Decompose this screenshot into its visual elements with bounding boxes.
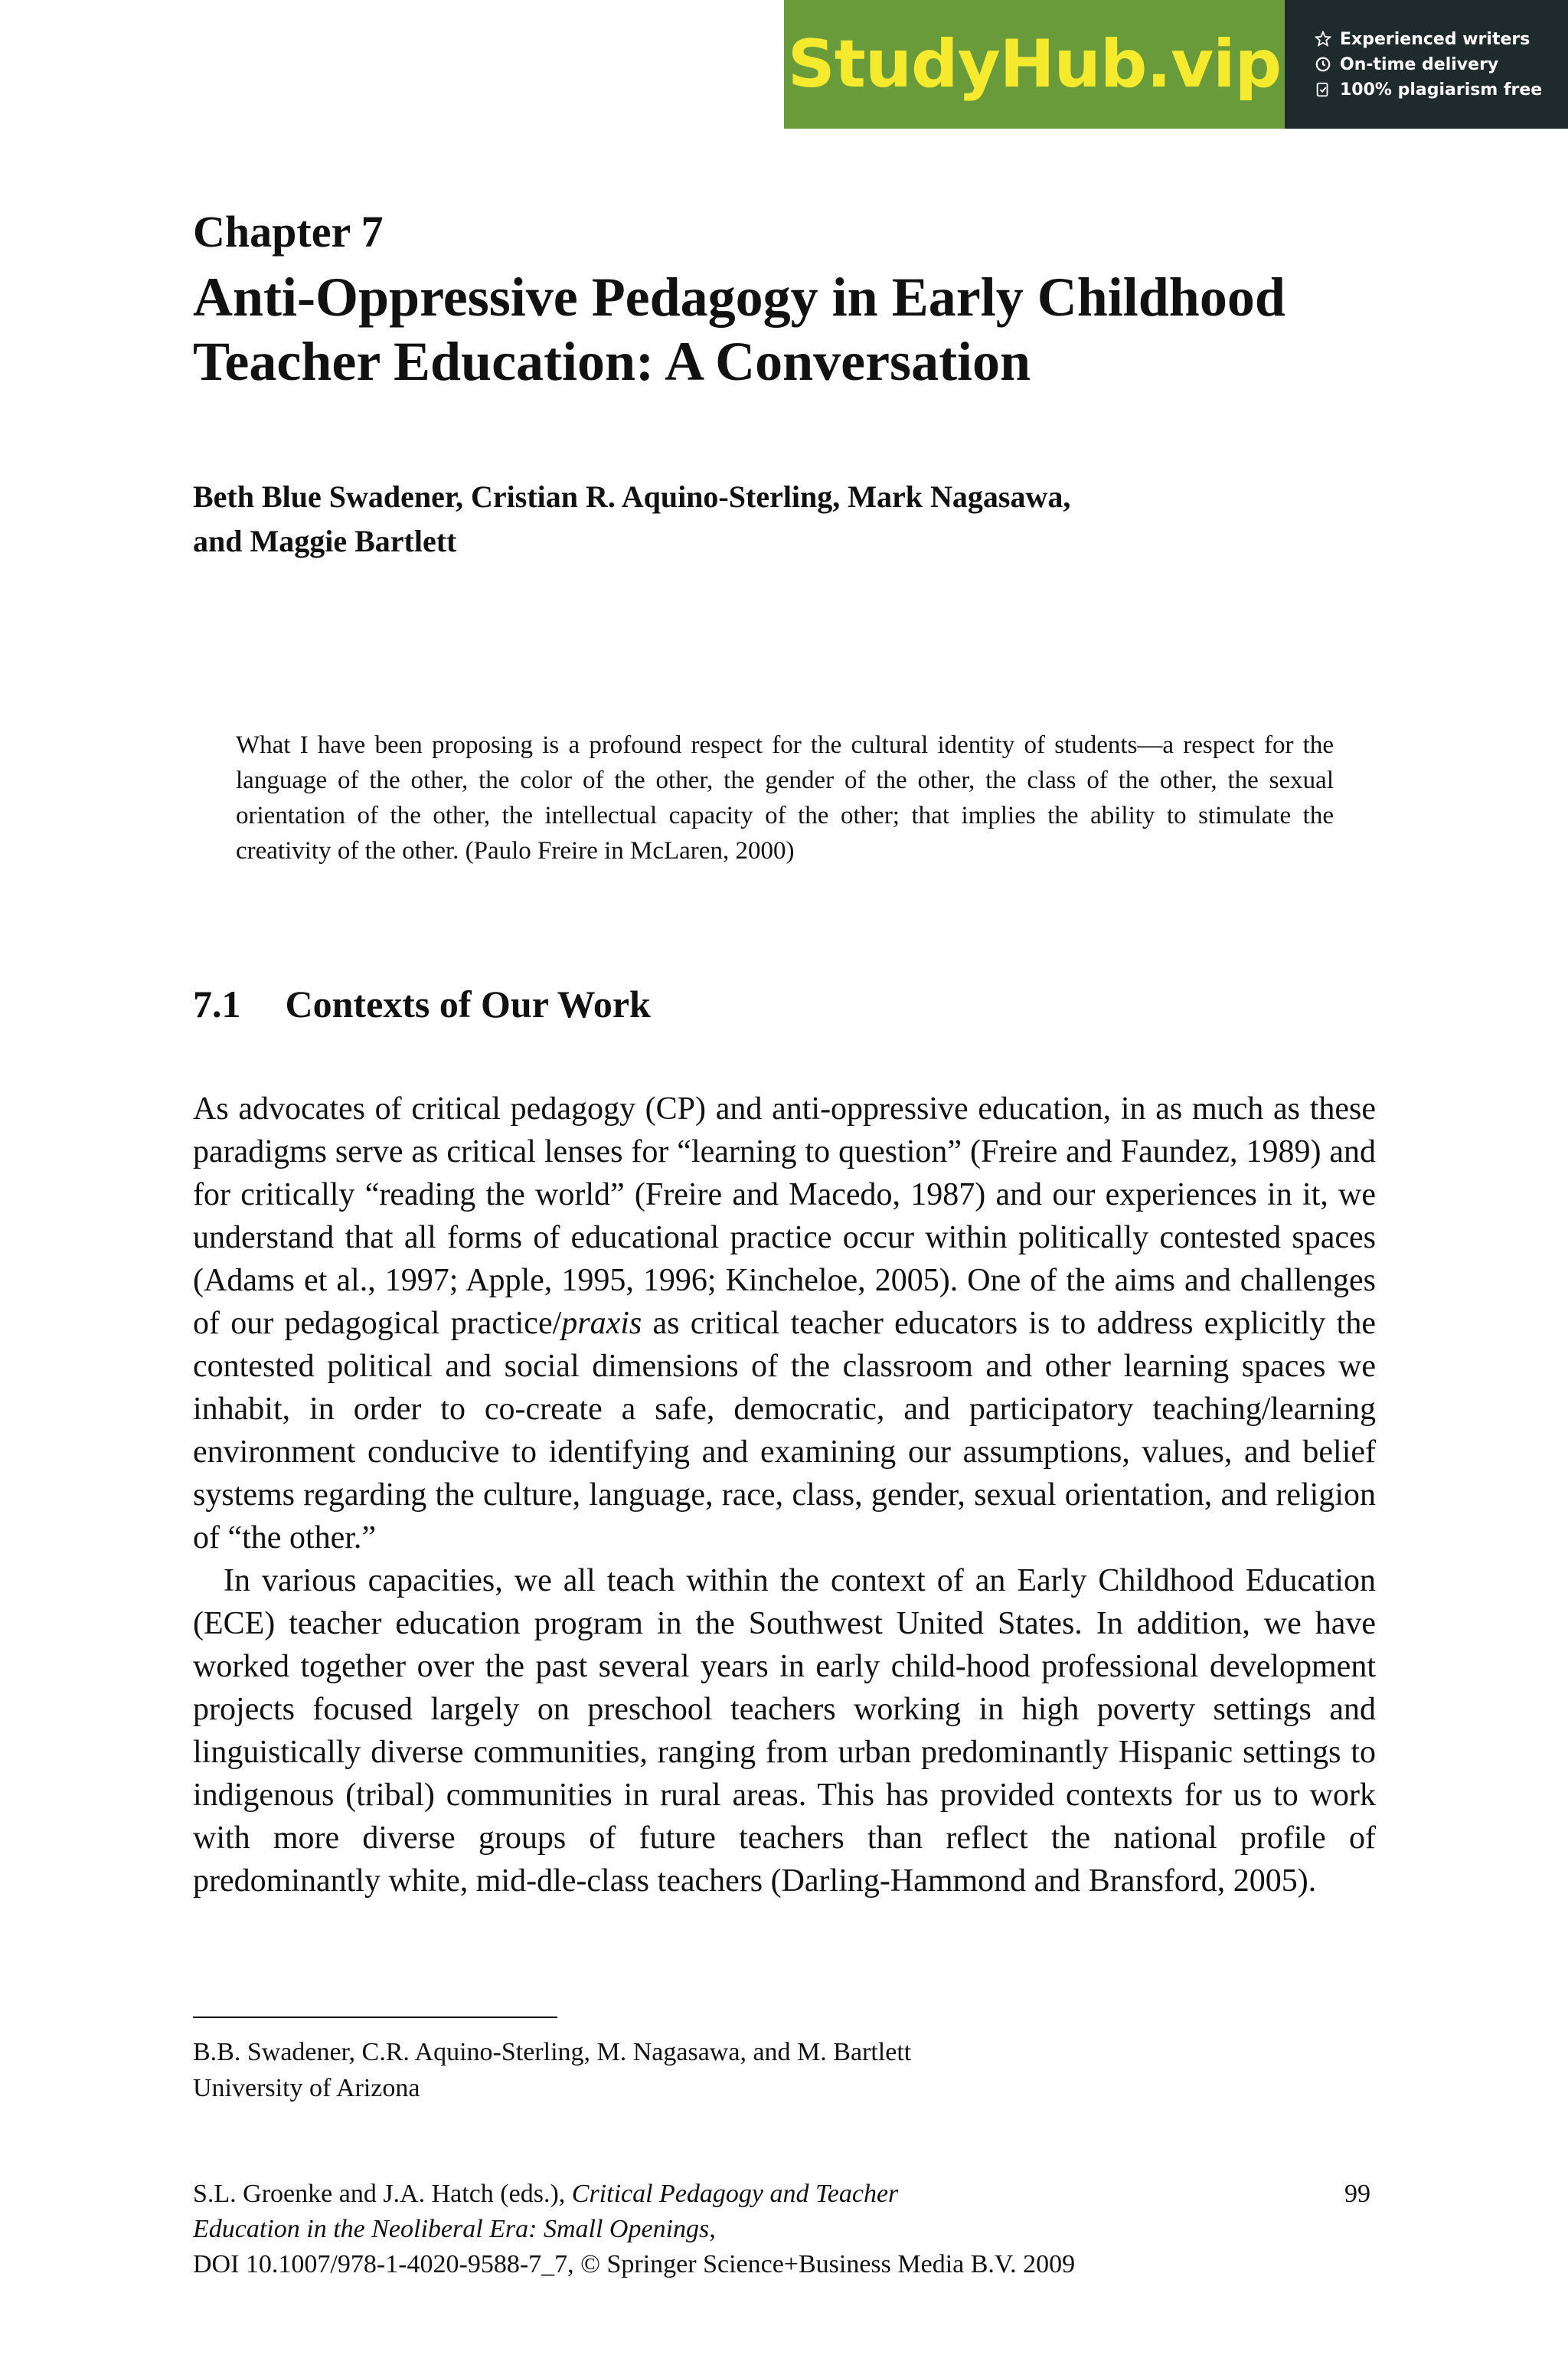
logo-text: StudyHub.vip xyxy=(787,26,1282,103)
feature-plagiarism-free xyxy=(1314,80,1568,100)
paragraph-text: as critical teacher educators is to address explicitly the contested political and social dimensions of the classroom and other learning spaces we inhabit, in order to co-create a safe, democratic, and participatory teaching/learning environment conducive to identifying and examining our assumptions, values, and belief systems regarding the culture, language, race, class, gender, sexual orientation, and religion of “the other.” xyxy=(193,1306,1376,1555)
book-citation xyxy=(193,2177,1265,2282)
citation-line xyxy=(193,2177,1265,2212)
document-check-icon xyxy=(1314,80,1332,99)
section-number: 7.1 xyxy=(193,983,241,1025)
chapter-label: Chapter 7 xyxy=(193,207,384,257)
citation-book-title: Education in the Neoliberal Era: Small Openings xyxy=(193,2215,710,2243)
author-line: Beth Blue Swadener, Cristian R. Aquino-Sterling, Mark Nagasawa, xyxy=(193,479,1071,514)
chapter-title xyxy=(193,265,1376,394)
citation-punct: , xyxy=(709,2215,716,2243)
citation-editors: S.L. Groenke and J.A. Hatch (eds.), xyxy=(193,2180,572,2208)
paragraph-text: As advocates of critical pedagogy (CP) and anti-oppressive education, in as much as these paradigms serve as critical lenses for “learning to question” (Freire and Faundez, 1989) and for critically “reading the world” (Freire and Macedo, 1987) and our experiences in it, we understand that all forms of educational practice occur within politically contested spaces (Adams et al., 1997; Apple, 1995, 1996; Kincheloe, 2005). One of the aims and challenges of our pedagogical practice/ xyxy=(193,1091,1376,1341)
feature-on-time-delivery xyxy=(1314,55,1568,74)
clock-icon xyxy=(1314,55,1332,74)
paragraph: In various capacities, we all teach within the context of an Early Childhood Education (ECE) teacher education program in the Southwest United States. In addition, we have worked together over the past several years in early child-hood professional development projects focused largely on preschool teachers working in high poverty settings and linguistically diverse communities, ranging from urban predominantly Hispanic settings to indigenous (tribal) communities in rural areas. This has provided contexts for us to work with more diverse groups of future teachers than reflect the national profile of predominantly white, mid-dle-class teachers (Darling-Hammond and Bransford, 2005). xyxy=(193,1563,1376,1899)
citation-doi: DOI 10.1007/978-1-4020-9588-7_7, © Springer Science+Business Media B.V. 2009 xyxy=(193,2250,1076,2278)
body-text xyxy=(193,1088,1376,1902)
chapter-title-line: Teacher Education: A Conversation xyxy=(193,331,1031,392)
epigraph-quote: What I have been proposing is a profound respect for the cultural identity of students—a respect for the language of the other, the color of the other, the gender of the other, the class of the other, the sexual orientation of the other, the intellectual capacity of the other; that implies the ability to stimulate the creativity of the other. (Paulo Freire in McLaren, 2000) xyxy=(236,731,1334,865)
section-heading xyxy=(193,979,651,1029)
chapter-title-line: Anti-Oppressive Pedagogy in Early Childhood xyxy=(193,267,1285,328)
author-list xyxy=(193,475,1376,564)
author-affiliation-footnote xyxy=(193,2034,1265,2106)
feature-label: Experienced writers xyxy=(1340,29,1530,49)
studyhub-banner[interactable] xyxy=(784,0,1568,129)
feature-label: 100% plagiarism free xyxy=(1340,80,1543,100)
page-number: 99 xyxy=(1344,2180,1370,2208)
footnote-line: University of Arizona xyxy=(193,2074,420,2102)
footnote-divider xyxy=(193,2017,557,2018)
studyhub-logo[interactable] xyxy=(784,0,1285,129)
star-icon xyxy=(1314,30,1332,48)
author-line: and Maggie Bartlett xyxy=(193,524,457,558)
citation-book-title: Critical Pedagogy and Teacher xyxy=(571,2180,899,2208)
section-title: Contexts of Our Work xyxy=(285,983,651,1025)
banner-features xyxy=(1285,0,1568,129)
italic-term: praxis xyxy=(561,1306,642,1341)
footnote-line: B.B. Swadener, C.R. Aquino-Sterling, M. Nagasawa, and M. Bartlett xyxy=(193,2038,912,2066)
citation-line xyxy=(193,2212,1265,2247)
feature-experienced-writers xyxy=(1314,30,1568,49)
paragraph xyxy=(193,1088,1376,1559)
feature-label: On-time delivery xyxy=(1340,54,1499,74)
